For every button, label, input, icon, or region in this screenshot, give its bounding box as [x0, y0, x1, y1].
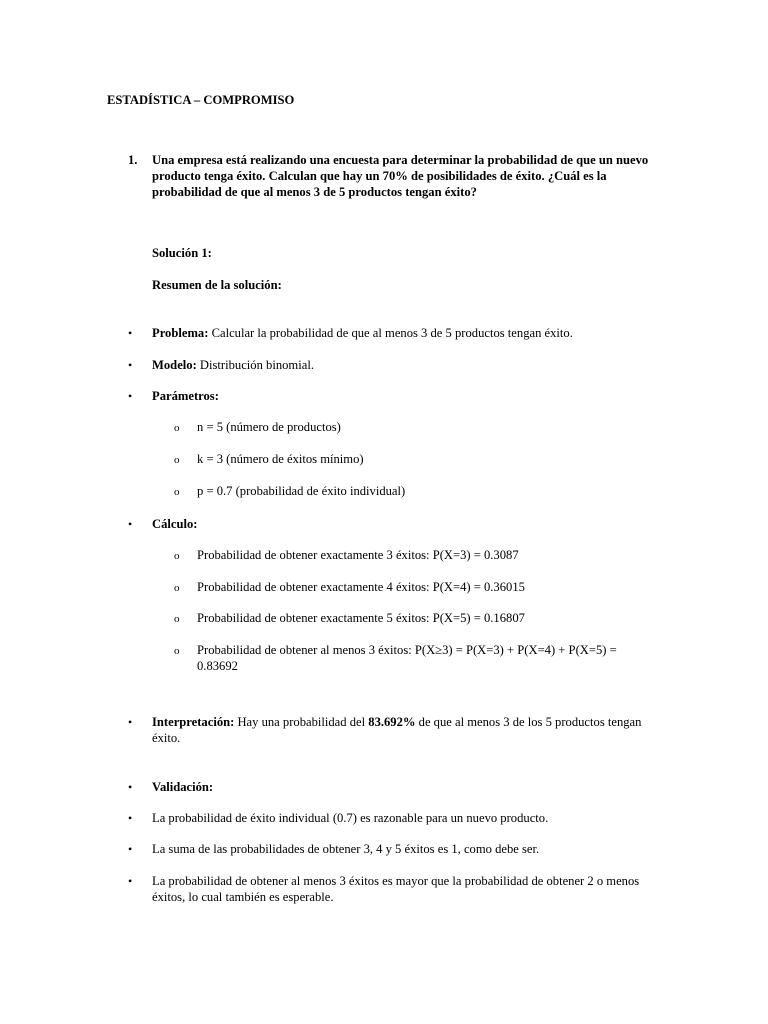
interpretacion-highlight: 83.692%	[368, 715, 416, 729]
question-text: Una empresa está realizando una encuesta para determinar la probabilidad de que un nuevo producto tenga éxito. Calculan que hay un 70% de posibilidades de éxito. ¿Cuál es la probabilidad de que al menos 3 de 5 productos tengan éxito?	[152, 153, 649, 199]
sub-bullet-icon: o	[174, 454, 180, 466]
calculo-item: Probabilidad de obtener al menos 3 éxitos: P(X≥3) = P(X=3) + P(X=4) + P(X=5) = 0.83692	[197, 643, 617, 673]
validacion-item: La suma de las probabilidades de obtener 3, 4 y 5 éxitos es 1, como debe ser.	[152, 842, 540, 856]
bullet-icon: •	[128, 842, 133, 856]
parametros-label: Parámetros:	[152, 389, 219, 403]
bullet-icon: •	[128, 326, 133, 340]
solution-heading: Solución 1:	[152, 246, 212, 260]
bullet-icon: •	[128, 811, 133, 825]
interpretacion-text: Hay una probabilidad del	[234, 715, 369, 729]
bullet-icon: •	[128, 780, 133, 794]
sub-bullet-icon: o	[174, 486, 180, 498]
bullet-icon: •	[128, 715, 133, 729]
parametro-k: k = 3 (número de éxitos mínimo)	[197, 452, 364, 466]
problema-text: Calcular la probabilidad de que al menos 3 de 5 productos tengan éxito.	[208, 326, 573, 340]
calculo-label: Cálculo:	[152, 517, 198, 531]
bullet-icon: •	[128, 517, 133, 531]
question-number: 1.	[128, 153, 138, 167]
calculo-item: Probabilidad de obtener exactamente 3 éxitos: P(X=3) = 0.3087	[197, 548, 519, 562]
interpretacion-item	[152, 714, 652, 746]
problema-label: Problema:	[152, 326, 209, 340]
sub-bullet-icon: o	[174, 582, 180, 594]
document-title: ESTADÍSTICA – COMPROMISO	[107, 93, 295, 107]
problema-item	[152, 325, 662, 341]
modelo-label: Modelo:	[152, 358, 197, 372]
sub-bullet-icon: o	[174, 550, 180, 562]
bullet-icon: •	[128, 358, 133, 372]
parametro-n: n = 5 (número de productos)	[197, 420, 341, 434]
validacion-item: La probabilidad de obtener al menos 3 éxitos es mayor que la probabilidad de obtener 2 o menos éxitos, lo cual también es esperable.	[152, 874, 640, 904]
validacion-label: Validación:	[152, 780, 214, 794]
parametro-p: p = 0.7 (probabilidad de éxito individual)	[197, 484, 406, 498]
summary-heading: Resumen de la solución:	[152, 278, 282, 292]
calculo-item: Probabilidad de obtener exactamente 5 éxitos: P(X=5) = 0.16807	[197, 611, 525, 625]
sub-bullet-icon: o	[174, 613, 180, 625]
interpretacion-label: Interpretación:	[152, 715, 235, 729]
validacion-item: La probabilidad de éxito individual (0.7) es razonable para un nuevo producto.	[152, 811, 549, 825]
sub-bullet-icon: o	[174, 422, 180, 434]
bullet-icon: •	[128, 874, 133, 888]
modelo-item	[152, 357, 662, 373]
sub-bullet-icon: o	[174, 645, 180, 657]
interpretacion-text-after: de que al menos 3 de los 5 productos tengan éxito.	[152, 715, 642, 745]
modelo-text: Distribución binomial.	[196, 358, 314, 372]
bullet-icon: •	[128, 389, 133, 403]
calculo-item: Probabilidad de obtener exactamente 4 éxitos: P(X=4) = 0.36015	[197, 580, 525, 594]
